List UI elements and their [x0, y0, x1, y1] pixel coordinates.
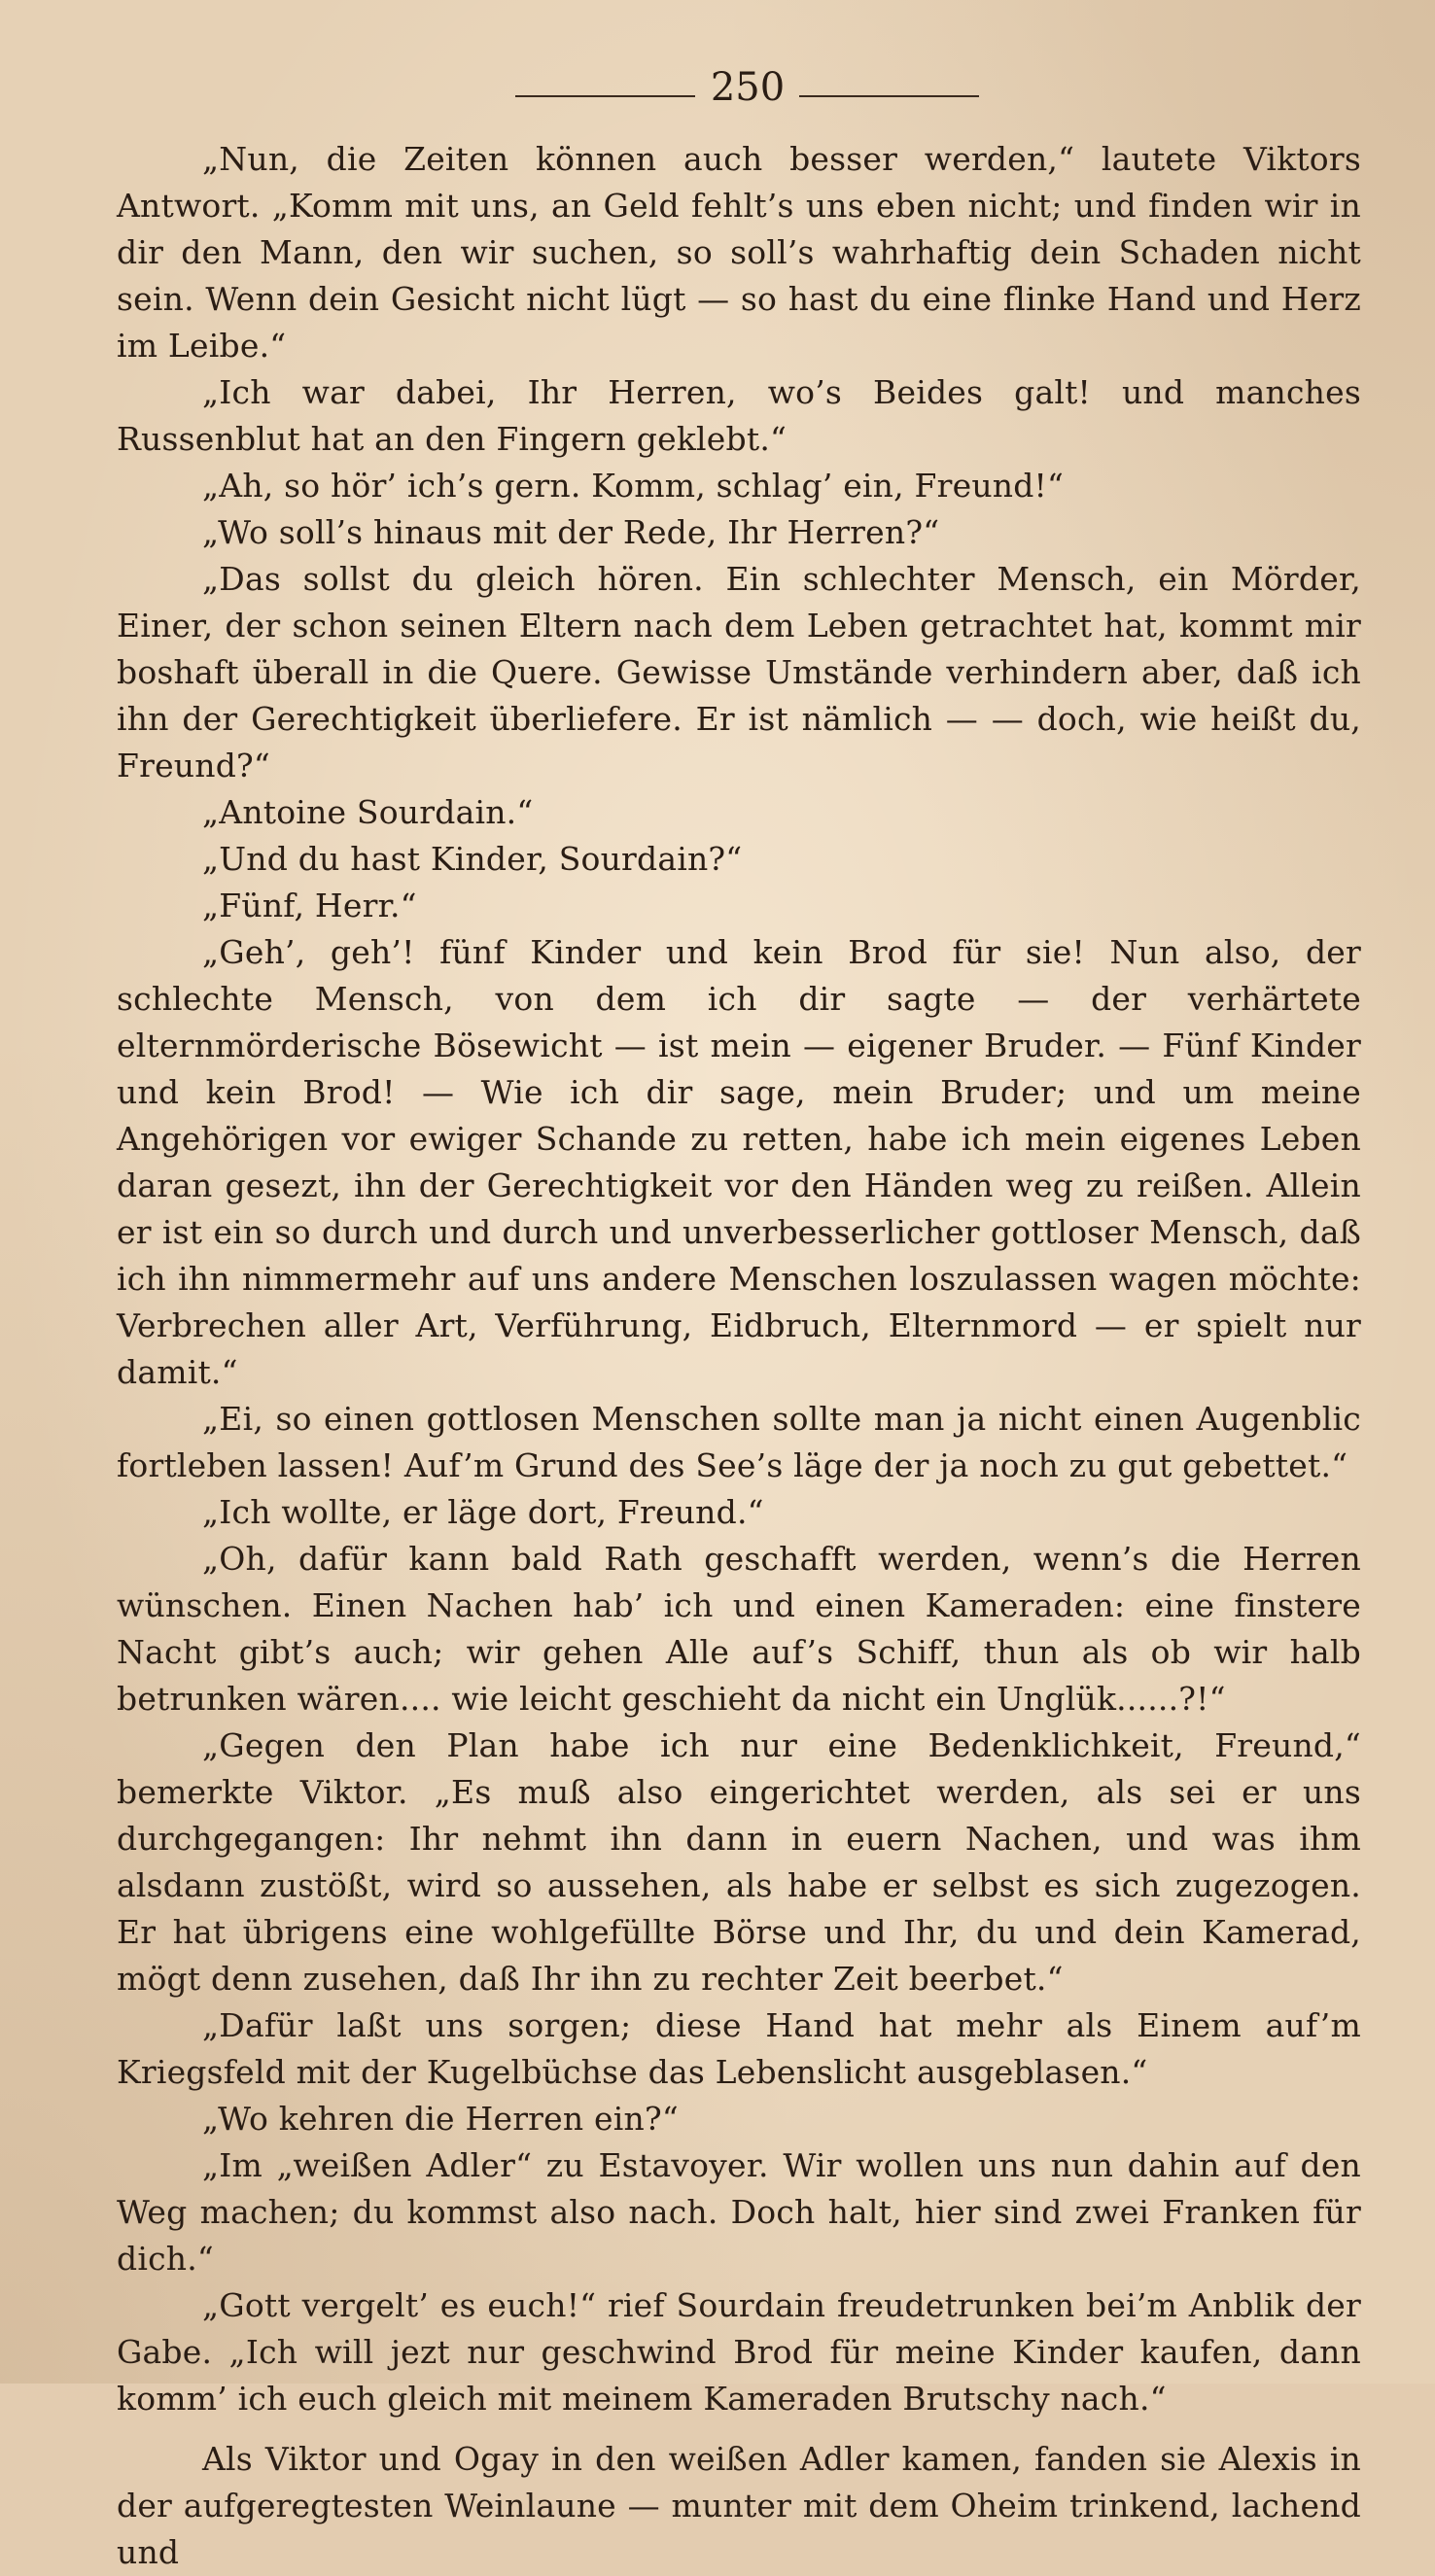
- header-rule-right: [799, 95, 979, 97]
- header-rule-left: [515, 95, 695, 97]
- paragraph: „Im „weißen Adler“ zu Estavoyer. Wir wollen uns nun dahin auf den Weg machen; du kommst also nach. Doch halt, hier sind zwei Franken für dich.“: [117, 2146, 1361, 2278]
- paragraph: „Dafür laßt uns sorgen; diese Hand hat mehr als Einem auf’m Kriegsfeld mit der Kugelbüchse das Lebenslicht ausgeblasen.“: [117, 2006, 1361, 2091]
- paragraph: „Oh, dafür kann bald Rath geschafft werden, wenn’s die Herren wünschen. Einen Nachen hab’ ich und einen Kameraden: eine finstere Nacht gibt’s auch; wir gehen Alle auf’s Schiff, thun als ob wir halb betrunken wären.... wie leicht geschieht da nicht ein Unglük......?!“: [117, 1540, 1361, 1718]
- paragraph: „Antoine Sourdain.“: [202, 793, 534, 831]
- paragraph: „Ich wollte, er läge dort, Freund.“: [202, 1493, 764, 1531]
- paragraph: „Gott vergelt’ es euch!“ rief Sourdain freudetrunken bei’m Anblik der Gabe. „Ich will jezt nur geschwind Brod für meine Kinder kaufen, dann komm’ ich euch gleich mit meinem Kameraden Brutschy nach.“: [117, 2286, 1361, 2418]
- paragraph: Als Viktor und Ogay in den weißen Adler kamen, fanden sie Alexis in der aufgeregtesten Weinlaune — munter mit dem Oheim trinkend, lachend und: [117, 2440, 1361, 2571]
- paragraph: „Und du hast Kinder, Sourdain?“: [202, 840, 743, 878]
- paragraph: „Fünf, Herr.“: [202, 887, 417, 924]
- paragraph: „Geh’, geh’! fünf Kinder und kein Brod für sie! Nun also, der schlechte Mensch, von dem ich dir sagte — der verhärtete elternmörderische Bösewicht — ist mein — eigener Bruder. — Fünf Kinder und kein Brod! — Wie ich dir sage, mein Bruder; und um meine Angehörigen vor ewiger Schande zu retten, habe ich mein eigenes Leben daran gesezt, ihn der Gerechtigkeit vor den Händen weg zu reißen. Allein er ist ein so durch und durch und unverbesserlicher gottloser Mensch, daß ich ihn nimmermehr auf uns andere Menschen loszulassen wagen möchte: Verbrechen aller Art, Verführung, Eidbruch, Elternmord — er spielt nur damit.“: [117, 933, 1361, 1391]
- paragraph: „Nun, die Zeiten können auch besser werden,“ lautete Viktors Antwort. „Komm mit uns, an Geld fehlt’s uns eben nicht; und finden wir in dir den Mann, den wir suchen, so soll’s wahrhaftig dein Schaden nicht sein. Wenn dein Gesicht nicht lügt — so hast du eine flinke Hand und Herz im Leibe.“: [117, 140, 1361, 365]
- page-number: 250: [710, 65, 786, 110]
- paragraph: „Das sollst du gleich hören. Ein schlechter Mensch, ein Mörder, Einer, der schon seinen Eltern nach dem Leben getrachtet hat, kommt mir boshaft überall in die Quere. Gewisse Umstände verhindern aber, daß ich ihn der Gerechtigkeit überliefere. Er ist nämlich — — doch, wie heißt du, Freund?“: [117, 560, 1361, 784]
- paragraph: „Ei, so einen gottlosen Menschen sollte man ja nicht einen Augenblic fortleben lassen! Auf’m Grund des See’s läge der ja noch zu gut gebettet.“: [117, 1400, 1361, 1484]
- paragraph: „Gegen den Plan habe ich nur eine Bedenklichkeit, Freund,“ bemerkte Viktor. „Es muß also eingerichtet werden, als sei er uns durchgegangen: Ihr nehmt ihn dann in euern Nachen, und was ihm alsdann zustößt, wird so aussehen, als habe er selbst es sich zugezogen. Er hat übrigens eine wohlgefüllte Börse und Ihr, du und dein Kamerad, mögt denn zusehen, daß Ihr ihn zu rechter Zeit beerbet.“: [117, 1726, 1361, 1998]
- text-body: [117, 136, 1361, 2576]
- page-header: [0, 58, 1435, 117]
- paragraph: „Ah, so hör’ ich’s gern. Komm, schlag’ ein, Freund!“: [202, 467, 1065, 505]
- paragraph: „Wo soll’s hinaus mit der Rede, Ihr Herren?“: [202, 513, 940, 551]
- paragraph: „Wo kehren die Herren ein?“: [202, 2100, 679, 2138]
- paragraph: „Ich war dabei, Ihr Herren, wo’s Beides galt! und manches Russenblut hat an den Fingern geklebt.“: [117, 373, 1361, 458]
